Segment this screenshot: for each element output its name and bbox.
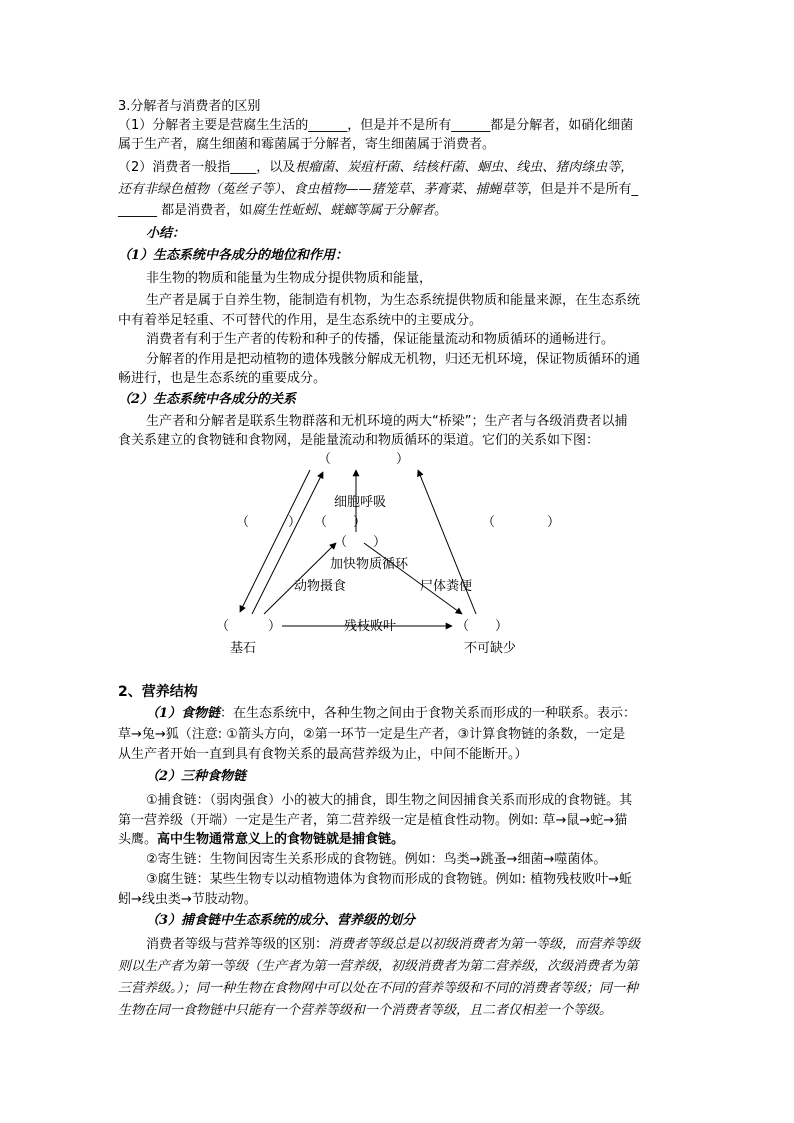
summary-text-4b: 畅进行，也是生态系统的重要成分。 — [118, 371, 327, 386]
predation-chain-line-3: 头鹰。高中生物通常意义上的食物链就是捕食链。 — [118, 832, 405, 847]
section3-heading: 3.分解者与消费者的区别 — [118, 99, 261, 114]
saprophytic-chain-line-2: 蚓→线虫类→节肢动物。 — [118, 892, 257, 907]
summary-text-1: 非生物的物质和能量为生物成分提供物质和能量， — [146, 271, 433, 286]
summary-text-2b: 中有着举足轻重、不可替代的作用，是生态系统中的主要成分。 — [118, 313, 483, 328]
diagram-base-label: 基石 — [230, 641, 257, 656]
diagram-inner-blank: （ ） — [314, 515, 367, 530]
diagram-corpse-label: 尸体粪便 — [420, 579, 473, 594]
predation-chain-line-2: 第一营养级（开端）一定是生产者，第二营养级一定是植食性动物。例如: 草→鼠→蛇→猫 — [118, 813, 628, 828]
diagram-top-blank: （ ） — [318, 452, 410, 467]
diagram-cell-respiration-label: 细胞呼吸 — [334, 495, 387, 510]
diagram-animal-eat-label: 动物摄食 — [294, 579, 347, 594]
paragraph-2-line-3: ______ 都是消费者，如腐生性蚯蚓、蜣螂等属于分解者。 — [118, 203, 448, 218]
trophic-division-line-4: 生物在同一食物链中只能有一个营养等级和一个消费者等级，且二者仅相差一个等级。 — [118, 1003, 613, 1018]
food-chain-definition: （1）食物链：在生态系统中，各种生物之间由于食物关系而形成的一种联系。表示： — [146, 706, 637, 721]
parasitic-chain: ②寄生链：生物间因寄生关系形成的食物链。例如：鸟类→跳蚤→细菌→噬菌体。 — [146, 852, 607, 867]
diagram-cycle-label: 加快物质循环 — [330, 557, 409, 572]
diagram-right-blank: （ ） — [482, 515, 561, 530]
food-chain-note-2: 从生产者开始一直到具有食物关系的最高营养级为止，中间不能断开。） — [118, 747, 528, 762]
diagram-center-blank: （ ） — [334, 535, 387, 550]
diagram-litter-label: 残枝败叶 — [344, 619, 397, 634]
trophic-division-heading: （3）捕食链中生态系统的成分、营养级的划分 — [146, 913, 416, 928]
paragraph-2-line-2: 还有非绿色植物（菟丝子等）、食虫植物——猪笼草、茅膏菜、捕蝇草等，但是并不是所有_ — [118, 182, 639, 197]
paragraph-1-line-2: 属于生产者，腐生细菌和霉菌属于分解者，寄生细菌属于消费者。 — [118, 137, 496, 152]
food-chain-note-1: 草→兔→狐（注意: ①箭头方向，②第一环节一定是生产者，③计算食物链的条数，一定是 — [118, 727, 626, 742]
summary-text-2a: 生产者是属于自养生物，能制造有机物，为生态系统提供物质和能量来源，在生态系统 — [146, 293, 641, 308]
summary-heading-1: （1）生态系统中各成分的地位和作用： — [118, 248, 349, 263]
trophic-division-line-1: 消费者等级与营养等级的区别：消费者等级总是以初级消费者为第一等级，而营养等级 — [146, 937, 641, 952]
summary-text-4a: 分解者的作用是把动植物的遗体残骸分解成无机物，归还无机环境，保证物质循环的通 — [146, 352, 641, 367]
summary-text-5b: 食关系建立的食物链和食物网，是能量流动和物质循环的渠道。它们的关系如下图： — [118, 433, 600, 448]
trophic-division-line-3: 三营养级。）；同一种生物在食物网中可以处在不同的营养等级和不同的消费者等级；同一种 — [118, 981, 639, 996]
summary-label: 小结： — [146, 226, 186, 241]
saprophytic-chain-line-1: ③腐生链：某些生物专以动植物遗体为食物而形成的食物链。例如: 植物残枝败叶→蚯 — [146, 872, 633, 887]
paragraph-1-line-1: （1）分解者主要是营腐生生活的______，但是并不是所有______都是分解者，如硝化细菌 — [118, 118, 634, 133]
predation-chain-line-1: ①捕食链：（弱肉强食）小的被大的捕食，即生物之间因捕食关系而形成的食物链。其 — [146, 793, 633, 808]
three-food-chains-heading: （2）三种食物链 — [146, 769, 247, 784]
paragraph-2-line-1: （2）消费者一般指____，以及根瘤菌、炭疽杆菌、结核杆菌、蛔虫、线虫、猪肉绦虫等， — [118, 160, 634, 175]
diagram-left-blank: （ ） — [236, 515, 302, 530]
trophic-division-line-2: 则以生产者为第一等级（生产者为第一营养级，初级消费者为第二营养级，次级消费者为第 — [118, 959, 639, 974]
section2-heading: 2、营养结构 — [118, 684, 198, 700]
diagram-bottom-left-blank: （ ） — [216, 619, 282, 634]
summary-text-3: 消费者有利于生产者的传粉和种子的传播，保证能量流动和物质循环的通畅进行。 — [146, 332, 615, 347]
diagram-bottom-right-blank: （ ） — [456, 619, 509, 634]
summary-text-5a: 生产者和分解者是联系生物群落和无机环境的两大“桥梁”；生产者与各级消费者以捕 — [146, 414, 628, 429]
diagram-indispensable-label: 不可缺少 — [464, 641, 517, 656]
summary-heading-2: （2）生态系统中各成分的关系 — [118, 392, 297, 407]
